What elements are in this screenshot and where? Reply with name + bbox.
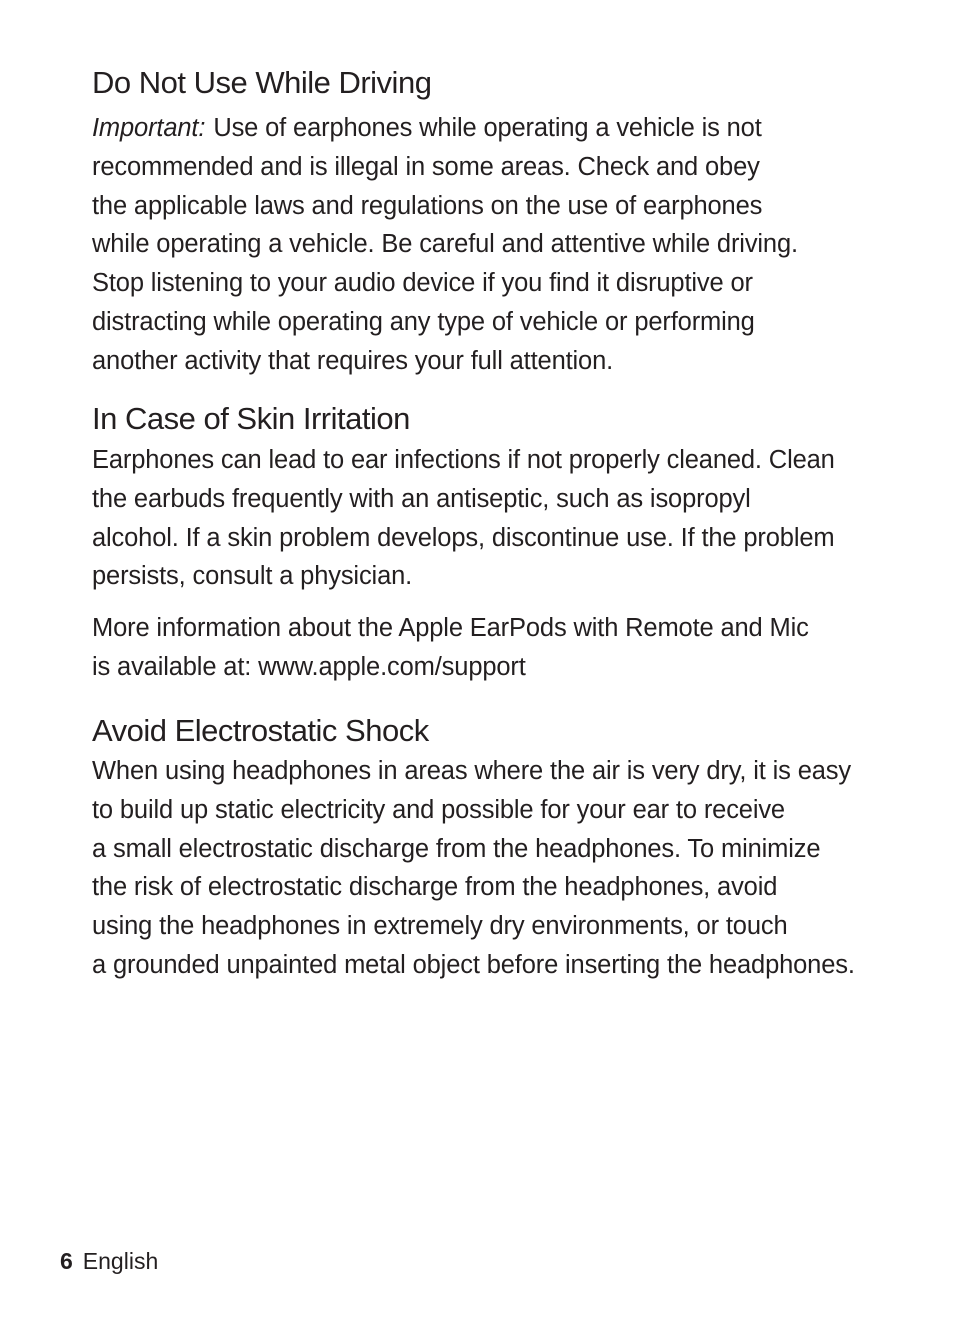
body-line: alcohol. If a skin problem develops, discontinue use. If the problem bbox=[92, 523, 835, 552]
body-line: using the headphones in extremely dry environments, or touch bbox=[92, 912, 788, 941]
body-line: the applicable laws and regulations on the use of earphones bbox=[92, 191, 763, 220]
body-line: More information about the Apple EarPods with Remote and Mic bbox=[92, 614, 809, 642]
section-heading-skin-irritation: In Case of Skin Irritation bbox=[92, 401, 410, 436]
body-line: a small electrostatic discharge from the headphones. To minimize bbox=[92, 834, 821, 863]
body-line: another activity that requires your full attention. bbox=[92, 346, 614, 375]
body-line: recommended and is illegal in some areas. Check and obey bbox=[92, 152, 760, 181]
section-body-driving bbox=[92, 109, 798, 381]
more-info-paragraph bbox=[92, 609, 809, 687]
body-line: a grounded unpainted metal object before inserting the headphones. bbox=[92, 950, 855, 979]
body-line: to build up static electricity and possible for your ear to receive bbox=[92, 795, 785, 824]
section-body-skin-irritation bbox=[92, 441, 835, 596]
body-line: Important: Use of earphones while operating a vehicle is not bbox=[92, 114, 762, 142]
body-line: When using headphones in areas where the air is very dry, it is easy bbox=[92, 757, 851, 785]
section-heading-driving: Do Not Use While Driving bbox=[92, 65, 432, 100]
support-link-line: is available at: www.apple.com/support bbox=[92, 652, 526, 681]
page-number: 6 bbox=[60, 1248, 73, 1274]
body-line: while operating a vehicle. Be careful and attentive while driving. bbox=[92, 230, 798, 259]
important-label: Important: bbox=[92, 114, 206, 142]
section-body-electrostatic-shock bbox=[92, 752, 855, 985]
section-heading-electrostatic-shock: Avoid Electrostatic Shock bbox=[92, 713, 429, 748]
footer-language: English bbox=[82, 1248, 159, 1274]
body-line: distracting while operating any type of vehicle or performing bbox=[92, 307, 755, 336]
body-line: the earbuds frequently with an antiseptic, such as isopropyl bbox=[92, 484, 751, 513]
body-line: the risk of electrostatic discharge from the headphones, avoid bbox=[92, 873, 778, 902]
body-line: Earphones can lead to ear infections if not properly cleaned. Clean bbox=[92, 446, 835, 474]
page-footer bbox=[60, 1246, 158, 1276]
body-line: persists, consult a physician. bbox=[92, 562, 413, 591]
body-line: Stop listening to your audio device if you find it disruptive or bbox=[92, 269, 753, 298]
